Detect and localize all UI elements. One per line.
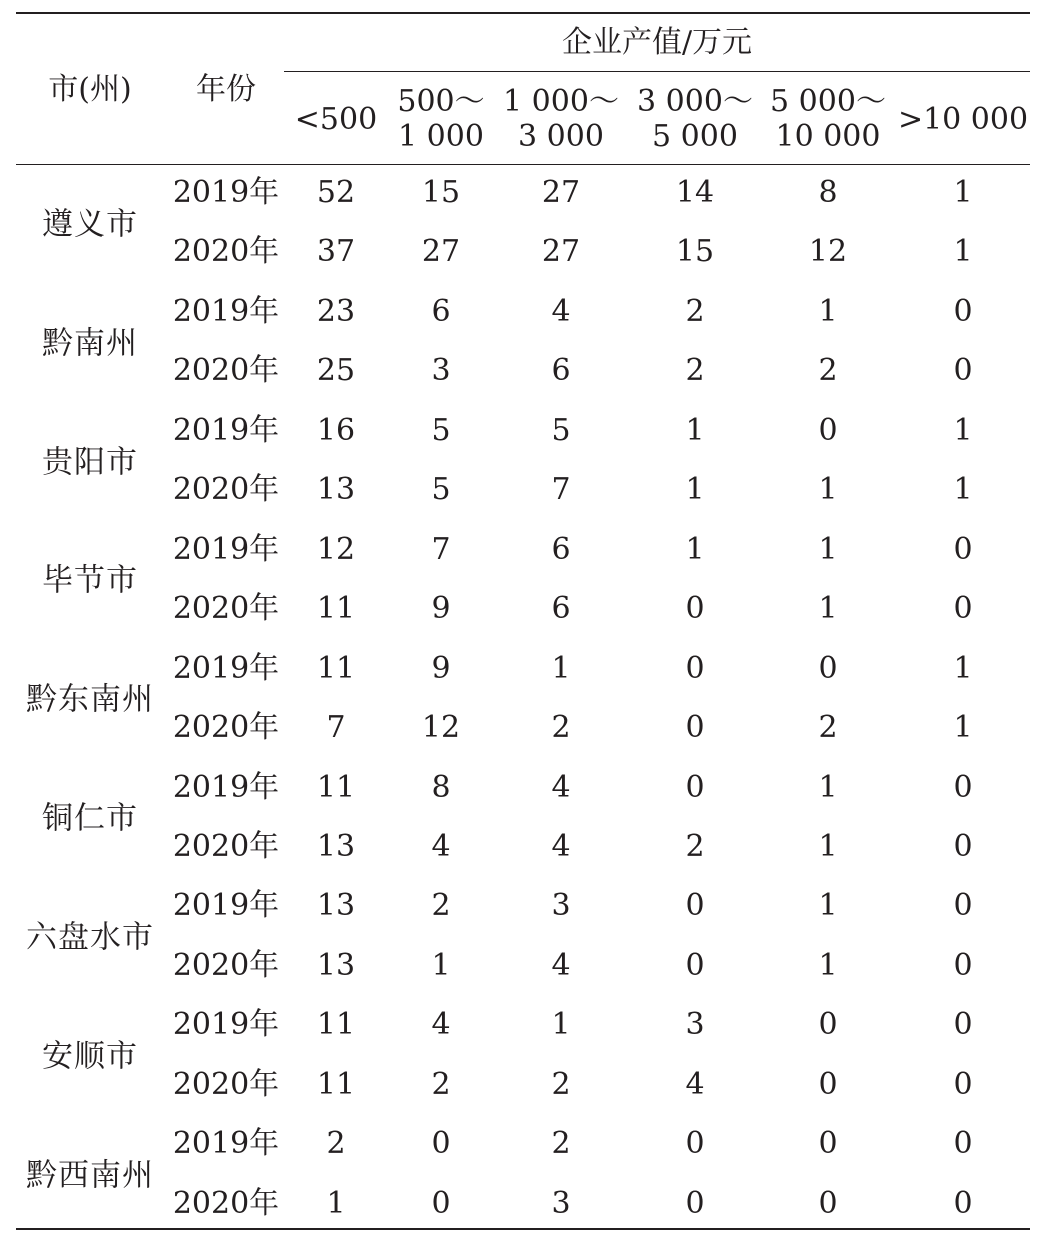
- value-cell: 0: [953, 1126, 973, 1162]
- value-cell: 0: [685, 769, 705, 805]
- value-cell: 15: [421, 175, 461, 210]
- value-cell: 0: [818, 1185, 838, 1221]
- year-cell: 2019年: [172, 531, 280, 567]
- city-name: 毕节市: [42, 562, 138, 599]
- value-cell: 1: [818, 828, 838, 864]
- value-cell: 6: [551, 353, 571, 389]
- value-cell: 37: [316, 234, 356, 270]
- year-cell: 2020年: [172, 234, 280, 270]
- value-cell: 4: [551, 947, 571, 983]
- value-cell: 1: [818, 888, 838, 924]
- bin-header: <500: [294, 102, 378, 137]
- value-cell: 0: [953, 888, 973, 924]
- value-cell: 9: [431, 650, 451, 686]
- value-cell: 1: [953, 472, 973, 508]
- value-cell: 0: [953, 947, 973, 983]
- city-column-header: 市(州): [48, 72, 132, 107]
- value-cell: 7: [431, 531, 451, 567]
- value-cell: 3: [431, 353, 451, 389]
- value-cell: 11: [316, 650, 356, 686]
- year-cell: 2019年: [172, 293, 280, 329]
- bin-header-line1: 5 000～: [770, 84, 886, 119]
- value-cell: 0: [818, 1066, 838, 1102]
- year-cell: 2020年: [172, 828, 280, 864]
- year-cell: 2020年: [172, 591, 280, 627]
- value-cell: 4: [551, 769, 571, 805]
- value-cell: 15: [675, 234, 715, 270]
- value-cell: 0: [953, 531, 973, 567]
- value-cell: 2: [685, 353, 705, 389]
- bin-header-line2: 5 000: [652, 119, 738, 154]
- value-cell: 1: [818, 769, 838, 805]
- city-name: 遵义市: [42, 206, 138, 243]
- value-cell: 3: [551, 1185, 571, 1221]
- year-cell: 2019年: [172, 769, 280, 805]
- city-name: 六盘水市: [26, 919, 154, 956]
- value-cell: 52: [316, 175, 356, 210]
- value-cell: 1: [953, 650, 973, 686]
- value-cell: 1: [685, 472, 705, 508]
- value-cell: 0: [953, 1007, 973, 1043]
- value-cell: 1: [818, 531, 838, 567]
- value-cell: 13: [316, 888, 356, 924]
- value-cell: 6: [551, 591, 571, 627]
- year-cell: 2019年: [172, 650, 280, 686]
- bin-header: >10 000: [897, 102, 1029, 137]
- value-cell: 1: [326, 1185, 346, 1221]
- bin-header-line1: 500～: [397, 84, 485, 119]
- value-cell: 16: [316, 412, 356, 448]
- value-cell: 0: [953, 769, 973, 805]
- year-cell: 2019年: [172, 412, 280, 448]
- value-cell: 1: [953, 234, 973, 270]
- value-cell: 4: [431, 828, 451, 864]
- city-name: 黔南州: [42, 325, 138, 362]
- table-bottom-rule: [16, 1228, 1030, 1230]
- city-name: 安顺市: [42, 1038, 138, 1075]
- value-cell: 2: [685, 828, 705, 864]
- value-cell: 0: [685, 591, 705, 627]
- group-header-rule: [284, 71, 1030, 72]
- value-cell: 0: [685, 888, 705, 924]
- value-cell: 1: [953, 412, 973, 448]
- value-cell: 1: [818, 947, 838, 983]
- value-cell: 5: [551, 412, 571, 448]
- value-cell: 1: [685, 412, 705, 448]
- value-cell: 1: [685, 531, 705, 567]
- value-cell: 0: [953, 828, 973, 864]
- value-cell: 6: [551, 531, 571, 567]
- value-cell: 8: [818, 175, 838, 210]
- value-cell: 0: [818, 1007, 838, 1043]
- value-cell: 2: [551, 710, 571, 746]
- value-cell: 7: [551, 472, 571, 508]
- value-cell: 2: [551, 1066, 571, 1102]
- value-cell: 13: [316, 472, 356, 508]
- value-cell: 1: [953, 710, 973, 746]
- value-cell: 11: [316, 1007, 356, 1043]
- value-cell: 2: [685, 293, 705, 329]
- value-cell: 4: [551, 293, 571, 329]
- value-cell: 1: [818, 591, 838, 627]
- year-cell: 2019年: [172, 1126, 280, 1162]
- value-cell: 1: [551, 650, 571, 686]
- value-cell: 2: [818, 710, 838, 746]
- value-cell: 2: [818, 353, 838, 389]
- value-cell: 4: [551, 828, 571, 864]
- year-cell: 2020年: [172, 1066, 280, 1102]
- value-cell: 9: [431, 591, 451, 627]
- year-cell: 2019年: [172, 1007, 280, 1043]
- value-cell: 23: [316, 293, 356, 329]
- value-cell: 0: [953, 353, 973, 389]
- value-cell: 1: [431, 947, 451, 983]
- value-cell: 2: [326, 1126, 346, 1162]
- value-cell: 5: [431, 412, 451, 448]
- value-cell: 12: [421, 710, 461, 746]
- value-cell: 11: [316, 1066, 356, 1102]
- table-top-rule: [16, 12, 1030, 14]
- city-name: 黔西南州: [26, 1157, 154, 1194]
- value-cell: 0: [953, 293, 973, 329]
- value-cell: 13: [316, 947, 356, 983]
- value-cell: 0: [685, 650, 705, 686]
- value-cell: 0: [818, 412, 838, 448]
- value-cell: 5: [431, 472, 451, 508]
- year-cell: 2020年: [172, 1185, 280, 1221]
- bin-header-line1: 3 000～: [637, 84, 753, 119]
- bin-header-line2: 1 000: [398, 119, 484, 154]
- year-column-header: 年份: [196, 72, 256, 107]
- year-cell: 2020年: [172, 947, 280, 983]
- value-cell: 3: [685, 1007, 705, 1043]
- year-cell: 2019年: [172, 888, 280, 924]
- value-cell: 0: [431, 1126, 451, 1162]
- value-cell: 12: [316, 531, 356, 567]
- year-cell: 2019年: [172, 175, 280, 210]
- value-cell: 1: [818, 472, 838, 508]
- year-cell: 2020年: [172, 710, 280, 746]
- value-cell: 11: [316, 591, 356, 627]
- value-cell: 25: [316, 353, 356, 389]
- value-cell: 1: [551, 1007, 571, 1043]
- value-cell: 1: [953, 175, 973, 210]
- value-cell: 0: [953, 1066, 973, 1102]
- value-cell: 0: [818, 650, 838, 686]
- value-cell: 14: [675, 175, 715, 210]
- value-cell: 4: [685, 1066, 705, 1102]
- city-name: 铜仁市: [42, 800, 138, 837]
- value-cell: 0: [818, 1126, 838, 1162]
- value-cell: 0: [685, 1185, 705, 1221]
- value-cell: 27: [541, 175, 581, 210]
- value-cell: 0: [685, 710, 705, 746]
- bin-header-line2: 3 000: [518, 119, 604, 154]
- value-cell: 2: [431, 1066, 451, 1102]
- value-cell: 3: [551, 888, 571, 924]
- value-cell: 0: [953, 1185, 973, 1221]
- value-cell: 0: [431, 1185, 451, 1221]
- value-cell: 4: [431, 1007, 451, 1043]
- value-cell: 7: [326, 710, 346, 746]
- value-cell: 27: [421, 234, 461, 270]
- value-cell: 0: [685, 947, 705, 983]
- value-cell: 13: [316, 828, 356, 864]
- year-cell: 2020年: [172, 472, 280, 508]
- value-cell: 6: [431, 293, 451, 329]
- value-cell: 2: [431, 888, 451, 924]
- value-cell: 2: [551, 1126, 571, 1162]
- header-bottom-rule: [16, 164, 1030, 165]
- value-cell: 27: [541, 234, 581, 270]
- city-name: 黔东南州: [26, 681, 154, 718]
- value-cell: 8: [431, 769, 451, 805]
- bin-header-line2: 10 000: [775, 119, 881, 154]
- city-name: 贵阳市: [42, 444, 138, 481]
- value-cell: 0: [953, 591, 973, 627]
- bin-header-line1: 1 000～: [503, 84, 619, 119]
- value-cell: 11: [316, 769, 356, 805]
- value-cell: 12: [808, 234, 848, 270]
- output-group-header: 企业产值/万元: [561, 25, 753, 60]
- value-cell: 0: [685, 1126, 705, 1162]
- value-cell: 1: [818, 293, 838, 329]
- year-cell: 2020年: [172, 353, 280, 389]
